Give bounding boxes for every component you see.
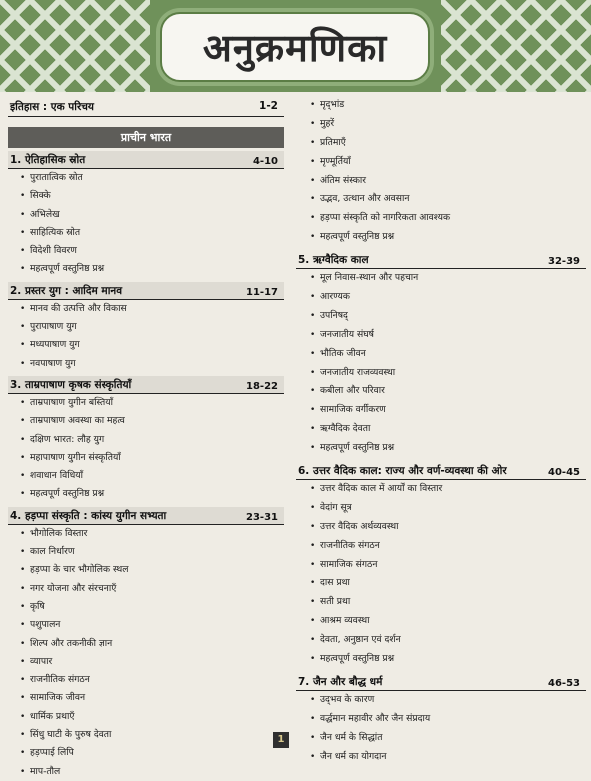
- topic-item: • जैन धर्म के सिद्धांत: [296, 729, 586, 748]
- topic-item: • व्यापार: [8, 653, 284, 671]
- section-title: 5. ऋग्वैदिक काल: [298, 254, 369, 267]
- topic-item: • मृण्मूर्तियाँ: [296, 153, 586, 172]
- section-heading: [8, 507, 284, 525]
- lattice-pattern-right: [441, 0, 591, 92]
- topic-item: • सिंधु घाटी के पुरुष देवता: [8, 726, 284, 744]
- section-title: 6. उत्तर वैदिक काल: राज्य और वर्ण-व्यवस्था की ओर: [298, 465, 507, 478]
- page-number: 1: [273, 732, 289, 748]
- topic-item: • नगर योजना और संरचनाएँ: [8, 580, 284, 598]
- topic-item: • धार्मिक प्रथाएँ: [8, 708, 284, 726]
- topic-item: • मूल निवास-स्थान और पहचान: [296, 269, 586, 288]
- topic-item: • राजनीतिक संगठन: [296, 537, 586, 556]
- topic-item: • महत्वपूर्ण वस्तुनिष्ठ प्रश्न: [8, 485, 284, 503]
- topic-list: [8, 300, 284, 373]
- topic-list-continued: [296, 96, 586, 247]
- section-pages: 18-22: [246, 380, 278, 392]
- section-pages: 32-39: [548, 256, 580, 268]
- title-frame: [160, 12, 430, 82]
- topic-item: • सामाजिक जीवन: [8, 689, 284, 707]
- topic-item: • ताम्रपाषाण युगीन बस्तियाँ: [8, 394, 284, 412]
- section-2: [8, 282, 284, 373]
- topic-item: • अभिलेख: [8, 206, 284, 224]
- topic-item: • वेदांग सूत्र: [296, 499, 586, 518]
- topic-item: • हड़प्पाई लिपि: [8, 744, 284, 762]
- topic-item: • जनजातीय संघर्ष: [296, 326, 586, 345]
- topic-list: [8, 169, 284, 279]
- era-band: प्राचीन भारत: [8, 127, 284, 148]
- topic-item: • मध्यपाषाण युग: [8, 336, 284, 354]
- topic-item: • राजनीतिक संगठन: [8, 671, 284, 689]
- topic-item: • हड़प्पा संस्कृति को नागरिकता आवश्यक: [296, 209, 586, 228]
- section-heading: [296, 251, 586, 269]
- section-title: 3. ताम्रपाषाण कृषक संस्कृतियाँ: [10, 378, 132, 391]
- topic-item: • पशुपालन: [8, 616, 284, 634]
- section-7: [296, 673, 586, 767]
- topic-item: • माप-तौल: [8, 763, 284, 781]
- section-title: 7. जैन और बौद्ध धर्म: [298, 675, 383, 688]
- left-column: [8, 96, 284, 781]
- section-title: 2. प्रस्तर युग : आदिम मानव: [10, 284, 123, 297]
- topic-item: • पुरातात्विक स्रोत: [8, 169, 284, 187]
- topic-item: • अंतिम संस्कार: [296, 172, 586, 191]
- section-6: [296, 462, 586, 669]
- topic-item: • मुहरें: [296, 115, 586, 134]
- topic-item: • उद्भव, उत्थान और अवसान: [296, 190, 586, 209]
- intro-entry: [8, 98, 284, 117]
- intro-title: इतिहास : एक परिचय: [10, 101, 95, 113]
- topic-item: • शवाधान विधियाँ: [8, 467, 284, 485]
- topic-list: [296, 691, 586, 767]
- intro-pages: 1-2: [259, 100, 278, 112]
- topic-item: • आरण्यक: [296, 288, 586, 307]
- topic-item: • कृषि: [8, 598, 284, 616]
- topic-list: [296, 269, 586, 458]
- topic-item: • हड़प्पा के चार भौगोलिक स्थल: [8, 561, 284, 579]
- topic-list: [8, 525, 284, 781]
- topic-item: • उत्तर वैदिक काल में आर्यों का विस्तार: [296, 480, 586, 499]
- section-5: [296, 251, 586, 458]
- topic-item: • कबीला और परिवार: [296, 382, 586, 401]
- topic-item: • भौतिक जीवन: [296, 345, 586, 364]
- topic-item: • उद्‌भव के कारण: [296, 691, 586, 710]
- section-heading: [8, 282, 284, 300]
- topic-item: • सामाजिक वर्गीकरण: [296, 401, 586, 420]
- topic-item: • दक्षिण भारत: लौह युग: [8, 431, 284, 449]
- topic-item: • सामाजिक संगठन: [296, 556, 586, 575]
- topic-item: • महत्वपूर्ण वस्तुनिष्ठ प्रश्न: [8, 260, 284, 278]
- topic-item: • काल निर्धारण: [8, 543, 284, 561]
- section-heading: [8, 376, 284, 394]
- topic-item: • साहित्यिक स्रोत: [8, 224, 284, 242]
- topic-item: • मृद्‌भांड: [296, 96, 586, 115]
- topic-item: • प्रतिमाएँ: [296, 134, 586, 153]
- topic-item: • मानव की उत्पत्ति और विकास: [8, 300, 284, 318]
- topic-item: • उपनिषद्: [296, 307, 586, 326]
- section-pages: 23-31: [246, 511, 278, 523]
- topic-item: • विदेशी विवरण: [8, 242, 284, 260]
- topic-item: • ऋग्वैदिक देवता: [296, 420, 586, 439]
- topic-item: • महापाषाण युगीन संस्कृतियाँ: [8, 449, 284, 467]
- lattice-pattern-left: [0, 0, 150, 92]
- section-pages: 46-53: [548, 677, 580, 689]
- section-pages: 40-45: [548, 467, 580, 479]
- section-title: 4. हड़प्पा संस्कृति : कांस्य युगीन सभ्यता: [10, 509, 167, 522]
- topic-item: • महत्वपूर्ण वस्तुनिष्ठ प्रश्न: [296, 228, 586, 247]
- section-pages: 4-10: [252, 156, 278, 167]
- topic-list: [8, 394, 284, 504]
- topic-item: • जैन धर्म का योगदान: [296, 748, 586, 767]
- topic-item: • वर्द्धमान महावीर और जैन संप्रदाय: [296, 710, 586, 729]
- section-heading: [296, 673, 586, 691]
- topic-item: • देवता, अनुष्ठान एवं दर्शन: [296, 631, 586, 650]
- topic-item: • दास प्रथा: [296, 574, 586, 593]
- topic-item: • आश्रम व्यवस्था: [296, 612, 586, 631]
- section-heading: [8, 151, 284, 169]
- topic-item: • सती प्रथा: [296, 593, 586, 612]
- topic-item: • भौगोलिक विस्तार: [8, 525, 284, 543]
- topic-item: • पुरापाषाण युग: [8, 318, 284, 336]
- topic-item: • महत्वपूर्ण वस्तुनिष्ठ प्रश्न: [296, 439, 586, 458]
- topic-item: • सिक्के: [8, 187, 284, 205]
- section-1: [8, 151, 284, 279]
- topic-item: • उत्तर वैदिक अर्थव्यवस्था: [296, 518, 586, 537]
- title-banner: [0, 0, 591, 92]
- page-title: अनुक्रमणिका: [202, 26, 388, 70]
- section-pages: 11-17: [246, 286, 278, 298]
- section-3: [8, 376, 284, 504]
- topic-item: • नवपाषाण युग: [8, 355, 284, 373]
- section-heading: [296, 462, 586, 480]
- section-4: [8, 507, 284, 781]
- right-column: [296, 96, 586, 767]
- section-title: 1. ऐतिहासिक स्रोत: [10, 154, 86, 166]
- topic-item: • शिल्प और तकनीकी ज्ञान: [8, 635, 284, 653]
- topic-item: • महत्वपूर्ण वस्तुनिष्ठ प्रश्न: [296, 650, 586, 669]
- topic-list: [296, 480, 586, 669]
- topic-item: • ताम्रपाषाण अवस्था का महत्व: [8, 412, 284, 430]
- topic-item: • जनजातीय राजव्यवस्था: [296, 364, 586, 383]
